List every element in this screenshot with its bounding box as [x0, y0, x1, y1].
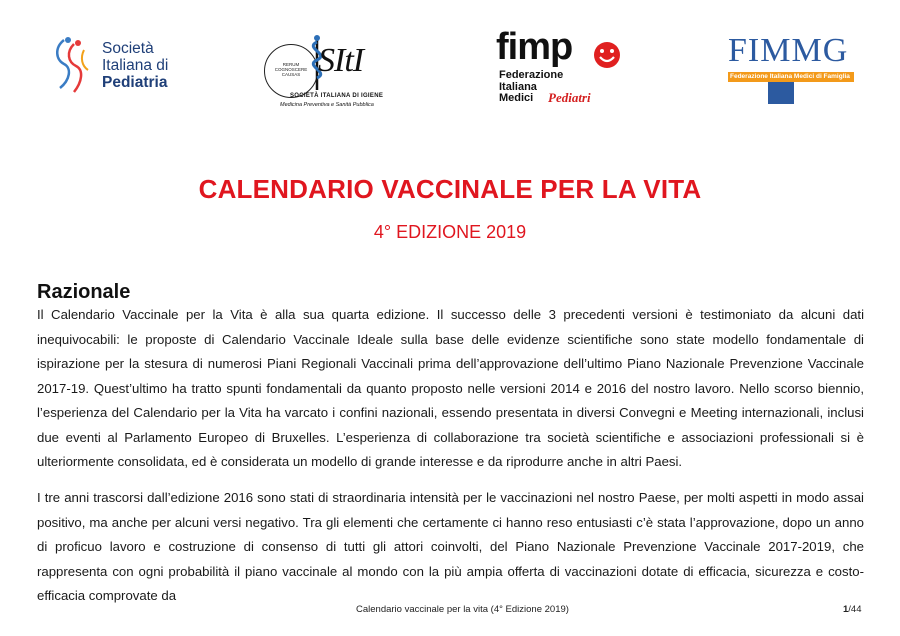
sip-line-3: Pediatria — [102, 74, 168, 91]
fimmg-bar: Federazione Italiana Medici di Famiglia — [728, 72, 854, 82]
paragraph-1: Il Calendario Vaccinale per la Vita è alla sua quarta edizione. Il successo delle 3 precedenti versioni è testimoniato da alcuni dati inequivocabili: le proposte di Calendario Vaccinale Ideale sulla base delle evidenze scientifiche sono state modello fondamentale di ispirazione per la stesura di numerosi Piani Regionali Vaccinali prima dell’approvazione dell’ultimo Piano Nazionale Prevenzione Vaccinale 2017-19. Quest’ultimo ha tratto spunti fondamentali da quanto proposto nelle versioni 2014 e 2016 del nostro lavoro. Nello scorso biennio, l’esperienza del Calendario per la Vita ha varcato i confini nazionali, essendo presentata in diversi Convegni e Meeting internazionali, inclusi due eventi al Parlamento Europeo di Bruxelles. L’esperienza di collaborazione tra società scientifiche e associazioni professionali si è ulteriormente consolidata, ed è considerata un modello di grande interesse e da riprodurre anche in altri Paesi. — [37, 307, 864, 469]
page-total: /44 — [848, 604, 862, 615]
page-current: 1 — [843, 604, 849, 615]
fimp-line-2: Italiana — [499, 80, 537, 93]
sip-logo — [50, 34, 190, 98]
fimp-brand: fimp — [496, 26, 573, 68]
sip-figure-icon — [50, 34, 100, 98]
fimmg-logo — [728, 32, 858, 108]
fimp-line-3: Medici — [499, 92, 534, 104]
page-number — [843, 604, 862, 615]
section-heading: Razionale — [37, 281, 131, 303]
fimp-line-1: Federazione — [499, 69, 564, 81]
fimmg-brand: FIMMG — [728, 32, 849, 69]
siti-brand: SItI — [318, 42, 364, 79]
siti-logo — [262, 30, 392, 110]
paragraph-2: I tre anni trascorsi dall’edizione 2016 sono stati di straordinaria intensità per le vaccinazioni nel nostro Paese, per molti aspetti in modo assai positivo, ma anche per alcuni versi negativo. Tra gli elementi che certamente ci hanno reso entusiasti c’è stata l’approvazione, dopo un anno di proficuo lavoro e costruzione di consenso di tutti gli attori coinvolti, del Piano Nazionale Prevenzione Vaccinale 2017-2019, che rappresenta con ogni probabilità il piano vaccinale al mondo con la più ampia offerta di vaccinazioni dotate di efficacia, sicurezza e costo-efficacia comprovate da — [37, 490, 864, 603]
fimp-logo — [496, 26, 636, 110]
siti-motto-3: CAUSAS — [281, 72, 301, 77]
document-subtitle: 4° EDIZIONE 2019 — [373, 222, 527, 242]
sip-line-2: Italiana di — [102, 57, 169, 74]
siti-name: SOCIETÀ ITALIANA DI IGIENE — [290, 93, 384, 99]
logo-bar — [0, 0, 900, 120]
document-title: CALENDARIO VACCINALE PER LA VITA — [198, 174, 702, 204]
fimmg-stem — [768, 82, 794, 104]
smiley-icon — [592, 40, 622, 70]
siti-motto-2: COGNOSCERE — [274, 67, 308, 72]
fimp-pediatri: Pediatri — [548, 90, 591, 105]
footer-text: Calendario vaccinale per la vita (4° Edizione 2019) — [356, 604, 569, 615]
siti-tagline: Medicina Preventiva e Sanità Pubblica — [280, 102, 374, 108]
sip-line-1: Società — [102, 40, 154, 57]
siti-motto-1: RERUM — [282, 62, 300, 67]
